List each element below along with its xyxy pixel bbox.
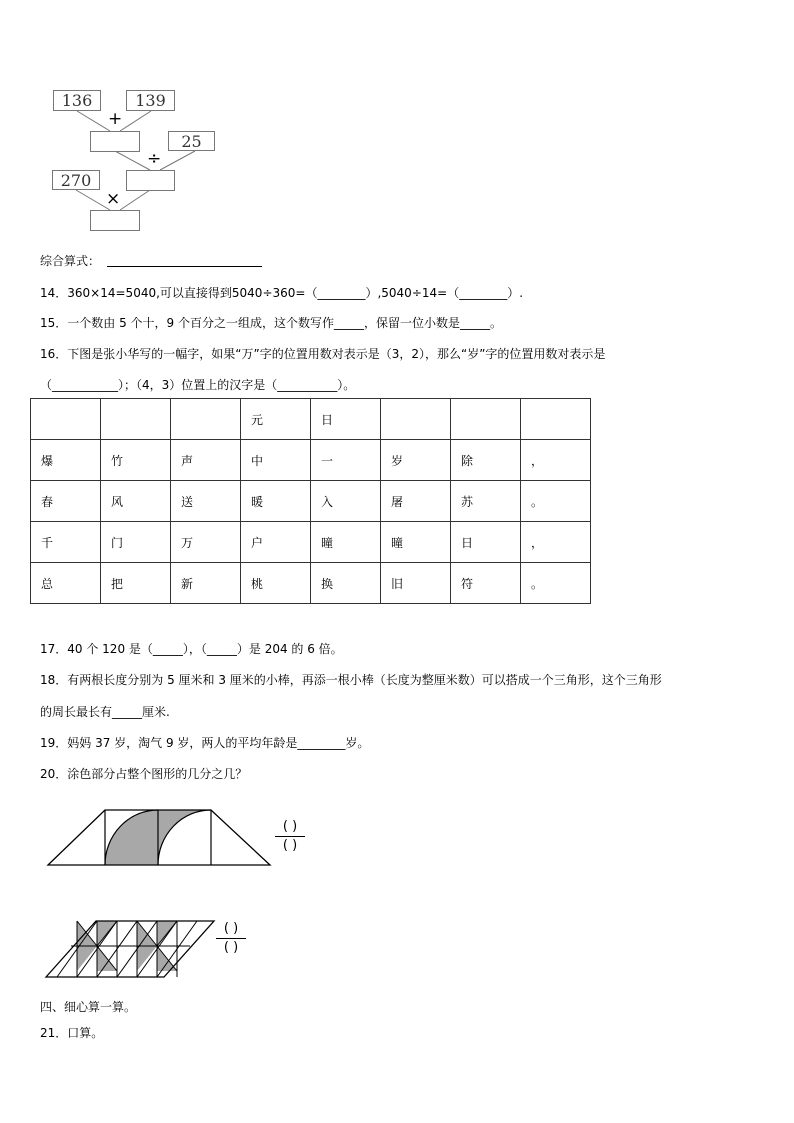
- table-cell: 换: [311, 563, 381, 604]
- table-cell: [451, 399, 521, 440]
- table-cell: 元: [241, 399, 311, 440]
- formula-blank[interactable]: [107, 266, 262, 267]
- table-cell: 。: [521, 563, 591, 604]
- table-cell: 声: [171, 440, 241, 481]
- question-16-line1: 16．下图是张小华写的一幅字，如果“万”字的位置用数对表示是（3，2），那么“岁”字的位置用数对表示是: [40, 347, 606, 361]
- formula-label: 综合算式：: [40, 254, 101, 268]
- flow-box-sum[interactable]: [90, 131, 140, 152]
- table-row: [31, 522, 591, 563]
- table-row: [31, 563, 591, 604]
- table-cell: 苏: [451, 481, 521, 522]
- section-4-heading: 四、细心算一算。: [40, 1000, 137, 1014]
- table-cell: 千: [31, 522, 101, 563]
- table-cell: 日: [311, 399, 381, 440]
- table-cell: 旧: [381, 563, 451, 604]
- table-cell: 新: [171, 563, 241, 604]
- table-cell: 万: [171, 522, 241, 563]
- times-sign: ×: [106, 189, 121, 209]
- table-cell: 把: [101, 563, 171, 604]
- table-cell: 送: [171, 481, 241, 522]
- flow-box-139: 139: [126, 90, 175, 111]
- calligraphy-table: [30, 398, 591, 604]
- table-cell: 日: [451, 522, 521, 563]
- formula-line: [40, 252, 100, 269]
- table-cell: 屠: [381, 481, 451, 522]
- flow-box-136: 136: [53, 90, 101, 111]
- table-cell: [171, 399, 241, 440]
- fraction-numerator: ( ): [223, 921, 239, 936]
- question-14: 14．360×14=5040,可以直接得到5040÷360=（________）,5040÷14=（________）.: [40, 286, 524, 300]
- fraction-answer-1[interactable]: [275, 820, 305, 853]
- table-cell: [101, 399, 171, 440]
- table-cell: 除: [451, 440, 521, 481]
- table-cell: 。: [521, 481, 591, 522]
- question-17: 17．40 个 120 是（_____），（_____）是 204 的 6 倍。: [40, 642, 343, 656]
- table-cell: 一: [311, 440, 381, 481]
- question-16-line2: （___________）；（4，3）位置上的汉字是（__________）。: [40, 378, 356, 392]
- table-cell: [381, 399, 451, 440]
- table-cell: 总: [31, 563, 101, 604]
- question-19: 19．妈妈 37 岁，淘气 9 岁，两人的平均年龄是________岁。: [40, 736, 370, 750]
- table-cell: 曈: [311, 522, 381, 563]
- table-cell: [521, 399, 591, 440]
- fraction-numerator: ( ): [282, 819, 298, 834]
- flow-box-270: 270: [52, 170, 100, 190]
- table-cell: 桃: [241, 563, 311, 604]
- table-cell: [31, 399, 101, 440]
- plus-sign: +: [108, 109, 123, 129]
- shaded-region-right: [158, 810, 211, 865]
- shaded-region-left: [105, 810, 158, 865]
- question-18-line2: 的周长最长有_____厘米.: [40, 705, 170, 719]
- figure-trapezoid: [40, 800, 280, 875]
- question-20: 20．涂色部分占整个图形的几分之几？: [40, 767, 248, 781]
- table-cell: 竹: [101, 440, 171, 481]
- table-cell: 符: [451, 563, 521, 604]
- table-cell: 曈: [381, 522, 451, 563]
- table-cell: ，: [521, 522, 591, 563]
- table-row: [31, 481, 591, 522]
- table-cell: 爆: [31, 440, 101, 481]
- table-cell: 暖: [241, 481, 311, 522]
- table-cell: 春: [31, 481, 101, 522]
- flow-box-product[interactable]: [90, 210, 140, 231]
- flow-box-25: 25: [168, 131, 215, 151]
- figure-parallelogram: [40, 915, 220, 985]
- table-cell: 岁: [381, 440, 451, 481]
- question-18-line1: 18．有两根长度分别为 5 厘米和 3 厘米的小棒，再添一根小棒（长度为整厘米数）可以搭成一个三角形，这个三角形: [40, 673, 662, 687]
- fraction-denominator: ( ): [223, 940, 239, 955]
- fraction-denominator: ( ): [282, 838, 298, 853]
- table-cell: 风: [101, 481, 171, 522]
- table-cell: 入: [311, 481, 381, 522]
- table-cell: 门: [101, 522, 171, 563]
- table-cell: ，: [521, 440, 591, 481]
- flow-box-quotient[interactable]: [126, 170, 175, 191]
- table-row: [31, 440, 591, 481]
- table-cell: 中: [241, 440, 311, 481]
- divide-sign: ÷: [147, 149, 162, 169]
- table-row: [31, 399, 591, 440]
- question-15: 15．一个数由 5 个十，9 个百分之一组成，这个数写作_____，保留一位小数是_____。: [40, 316, 502, 330]
- question-21: 21．口算。: [40, 1026, 104, 1040]
- fraction-answer-2[interactable]: [216, 922, 246, 955]
- table-cell: 户: [241, 522, 311, 563]
